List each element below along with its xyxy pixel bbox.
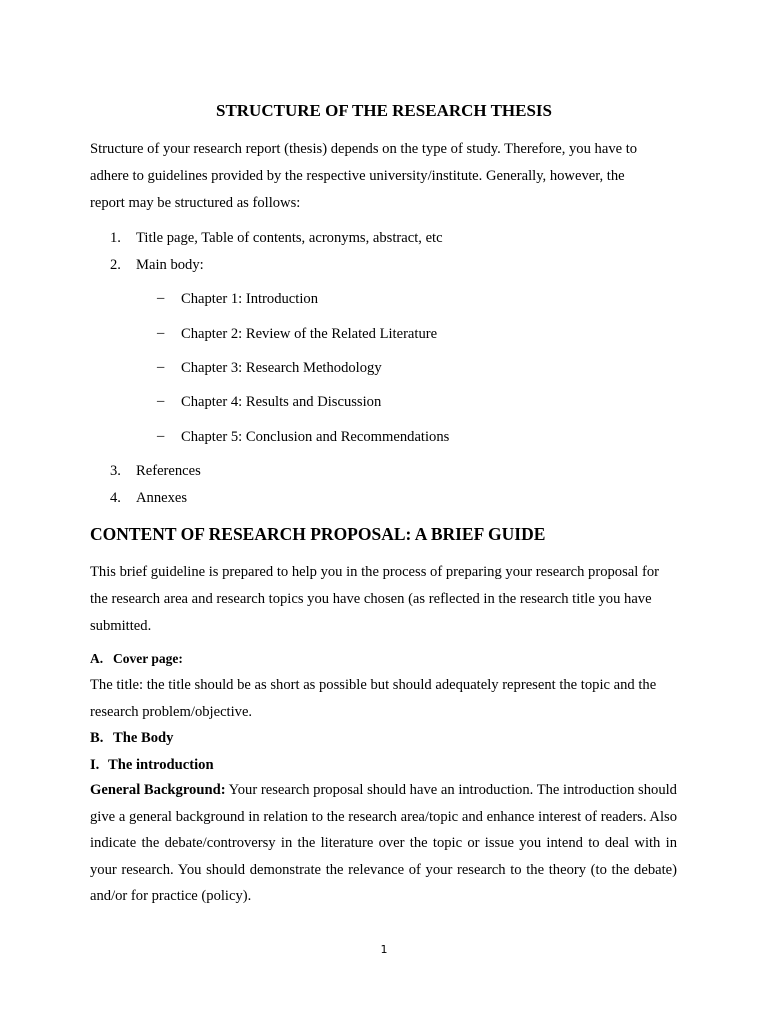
dash-bullet: – (157, 428, 165, 444)
list-item-number: 3. (110, 463, 121, 479)
dash-bullet: – (157, 359, 165, 375)
dash-bullet: – (157, 325, 165, 341)
intro-line-1: Structure of your research report (thesis) depends on the type of study. Therefore, you have to (90, 141, 638, 157)
list-item: Main body: (136, 257, 204, 273)
intro-line-3: report may be structured as follows: (90, 195, 301, 211)
section-i-number: I. (90, 757, 100, 773)
section-i-label: The introduction (108, 757, 214, 773)
page-title: STRUCTURE OF THE RESEARCH THESIS (215, 101, 552, 120)
guide-line-1: This brief guideline is prepared to help you in the process of preparing your research proposal for (90, 564, 659, 580)
cover-line-2: research problem/objective. (90, 704, 253, 720)
list-item: References (136, 463, 201, 479)
list-item-number: 2. (110, 257, 121, 273)
guide-line-3: submitted. (90, 618, 152, 634)
section-a-number: A. (90, 651, 104, 666)
dash-bullet: – (157, 393, 165, 409)
list-item-number: 1. (110, 230, 121, 246)
guide-line-2: the research area and research topics you have chosen (as reflected in the research title you have (90, 591, 652, 607)
list-item: Annexes (136, 490, 188, 506)
section-b-label: The Body (113, 730, 174, 746)
chapter-item: Chapter 4: Results and Discussion (181, 394, 382, 410)
chapter-item: Chapter 2: Review of the Related Literature (181, 326, 438, 342)
section-a-label: Cover page: (113, 651, 183, 666)
section-heading: CONTENT OF RESEARCH PROPOSAL: A BRIEF GUIDE (90, 524, 546, 544)
chapter-item: Chapter 1: Introduction (181, 291, 318, 307)
general-background-text: Your research proposal should have an introduction. The introduction should give a general background in relation to the research area/topic and enhance interest of readers. Also indicate the debate/controversy in the literature over the topic or issue you intend to deal with in your research. You should demonstrate the relevance of your research to the theory (to the debate) and/or for practice (policy). (90, 782, 677, 905)
general-background-paragraph (90, 777, 677, 910)
general-background-label: General Background: (90, 782, 226, 798)
chapter-item: Chapter 5: Conclusion and Recommendations (181, 429, 450, 445)
intro-line-2: adhere to guidelines provided by the respective university/institute. Generally, however, the (90, 168, 625, 184)
dash-bullet: – (157, 290, 165, 306)
list-item: Title page, Table of contents, acronyms, abstract, etc (136, 230, 443, 246)
cover-line-1: The title: the title should be as short as possible but should adequately represent the topic and the (90, 677, 657, 693)
section-b-number: B. (90, 730, 104, 746)
chapter-item: Chapter 3: Research Methodology (181, 360, 382, 376)
page-number: 1 (380, 943, 388, 956)
list-item-number: 4. (110, 490, 121, 506)
